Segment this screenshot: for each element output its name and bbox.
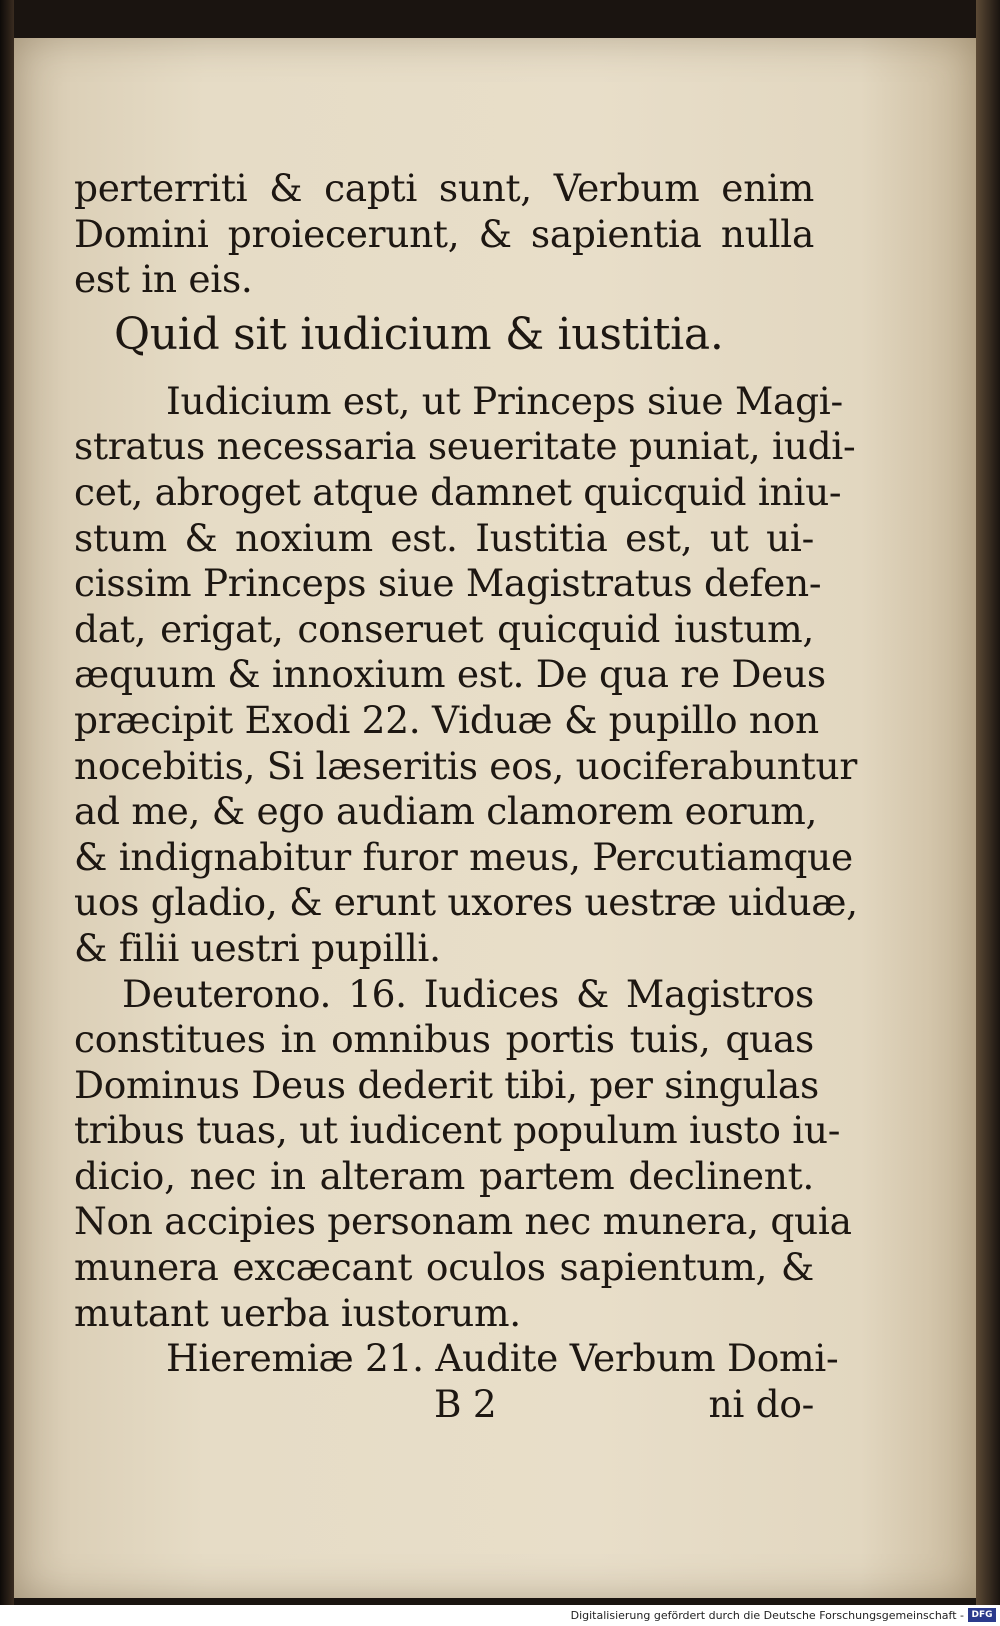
text-line: est in eis.: [74, 257, 253, 302]
footer-bar: [0, 1605, 1000, 1626]
paragraph-2: [74, 971, 852, 1337]
dfg-logo-icon: DFG: [968, 1608, 996, 1622]
text-line: stum & noxium est. Iustitia est, ut ui-: [74, 515, 814, 560]
text-line: Domini proiecerunt, & sapientia nulla: [74, 211, 814, 256]
text-line: tribus tuas, ut iudicent populum iusto iu-: [74, 1108, 841, 1153]
text-line: nocebitis, Si læseritis eos, uociferabuntur: [74, 743, 857, 788]
text-line: præcipit Exodi 22. Viduæ & pupillo non: [74, 697, 819, 742]
book-spine-shadow: [0, 0, 14, 1605]
footer-credit: Digitalisierung gefördert durch die Deutsche Forschungsgemeinschaft -: [570, 1609, 964, 1622]
text-line: cissim Princeps siue Magistratus defen-: [74, 561, 822, 606]
text-line: constitues in omnibus portis tuis, quas: [74, 1017, 814, 1062]
section-heading: Quid sit iudicium & iustitia.: [114, 308, 724, 360]
text-line: æquum & innoxium est. De qua re Deus: [74, 652, 826, 697]
text-line: mutant uerba iustorum.: [74, 1290, 521, 1335]
text-line: perterriti & capti sunt, Verbum enim: [74, 166, 814, 210]
text-line: stratus necessaria seueritate puniat, iudi-: [74, 424, 856, 469]
text-line: munera excæcant oculos sapientum, &: [74, 1245, 814, 1290]
page-text: [74, 166, 858, 1427]
paragraph-1: [74, 378, 858, 972]
text-line: Hieremiæ 21. Audite Verbum Domi-: [166, 1336, 839, 1381]
book-page: [14, 38, 976, 1598]
catchword: ni do-: [708, 1381, 814, 1426]
text-line: dat, erigat, conseruet quicquid iustum,: [74, 606, 814, 651]
text-line: Non accipies personam nec munera, quia: [74, 1199, 852, 1244]
paragraph-3: [74, 1336, 839, 1382]
text-line: & indignabitur furor meus, Percutiamque: [74, 834, 853, 879]
page-edge-shadow: [976, 0, 1000, 1605]
text-line: dicio, nec in alteram partem declinent.: [74, 1153, 814, 1198]
text-line: cet, abroget atque damnet quicquid iniu-: [74, 469, 842, 514]
signature-line: [74, 1382, 814, 1428]
signature-mark: B 2: [434, 1381, 497, 1426]
text-line: ad me, & ego audiam clamorem eorum,: [74, 789, 818, 834]
text-line: Deuterono. 16. Iudices & Magistros: [122, 971, 814, 1016]
text-line: Iudicium est, ut Princeps siue Magi-: [166, 378, 843, 423]
text-line: & filii uestri pupilli.: [74, 925, 441, 970]
text-line: Dominus Deus dederit tibi, per singulas: [74, 1062, 819, 1107]
text-line: uos gladio, & erunt uxores uestræ uiduæ,: [74, 880, 858, 925]
